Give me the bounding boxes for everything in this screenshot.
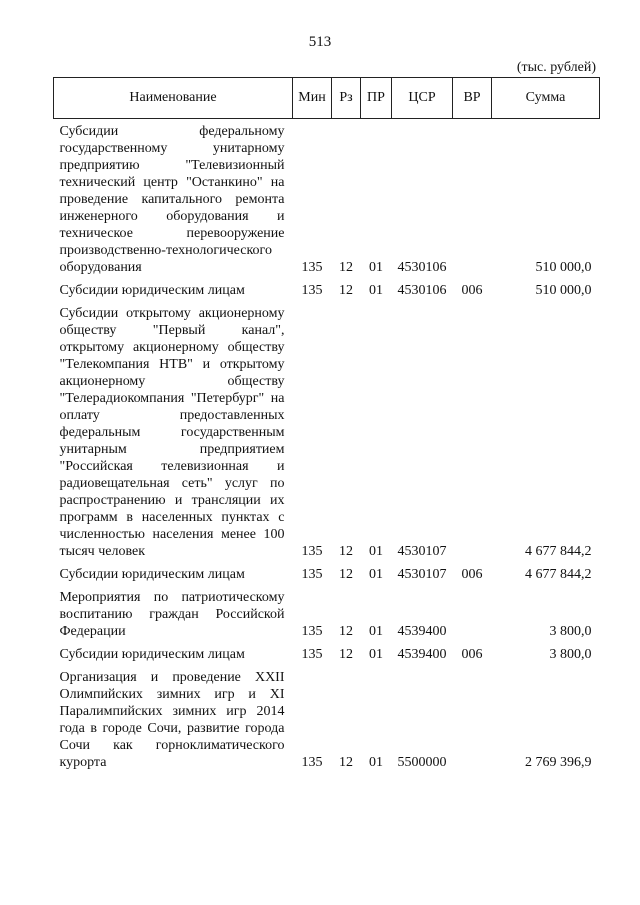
row-pr: 01 <box>369 567 383 582</box>
row-rz: 12 <box>339 647 353 662</box>
row-min: 135 <box>301 567 323 582</box>
row-name: Субсидии федеральному государственному унитарному предприятию "Телевизионный технический центр "Останкино" на проведение капитального ремонта инженерного оборудования и техническое перевооружение производственно-технологического оборудования <box>59 124 285 275</box>
row-sum: 3 800,0 <box>549 624 592 639</box>
budget-table <box>53 77 600 771</box>
row-pr: 01 <box>369 260 383 275</box>
row-min: 135 <box>301 647 323 662</box>
row-pr: 01 <box>369 544 383 559</box>
row-sum: 4 677 844,2 <box>525 567 592 582</box>
row-name: Субсидии открытому акционерному обществу "Первый канал", открытому акционерному обществу "Телекомпания НТВ" и открытому акционерному обществу "Телерадиокомпания "Петербург" на оплату предоставленных федеральным государственным унитарным предприятием "Российская телевизионная и радиовещательная сеть" услуг по распространению и трансляции их программ в населенных пунктах с численностью населения менее 100 тысяч человек <box>59 306 285 559</box>
row-rz: 12 <box>339 755 353 770</box>
row-rz: 12 <box>339 544 353 559</box>
row-name: Субсидии юридическим лицам <box>59 647 245 662</box>
row-name: Субсидии юридическим лицам <box>59 283 245 298</box>
row-vr <box>453 305 492 560</box>
table-row <box>54 669 600 771</box>
row-pr: 01 <box>369 755 383 770</box>
row-pr: 01 <box>369 624 383 639</box>
row-sum: 2 769 396,9 <box>525 755 592 770</box>
row-name: Мероприятия по патриотическому воспитанию граждан Российской Федерации <box>59 590 285 639</box>
row-vr <box>453 119 492 277</box>
header-min: Мин <box>293 78 332 119</box>
row-min: 135 <box>301 755 323 770</box>
row-vr: 006 <box>461 283 483 298</box>
row-min: 135 <box>301 544 323 559</box>
header-sum: Сумма <box>492 78 600 119</box>
header-pr: ПР <box>361 78 392 119</box>
row-min: 135 <box>301 624 323 639</box>
row-min: 135 <box>301 260 323 275</box>
header-vr: ВР <box>453 78 492 119</box>
header-rz: Рз <box>332 78 361 119</box>
table-row <box>54 282 600 299</box>
units-label: (тыс. рублей) <box>516 60 596 75</box>
row-vr: 006 <box>461 567 483 582</box>
row-min: 135 <box>301 283 323 298</box>
table-row <box>54 566 600 583</box>
table-row <box>54 119 600 277</box>
row-csr: 4530106 <box>397 260 447 275</box>
row-rz: 12 <box>339 567 353 582</box>
row-csr: 4530107 <box>397 567 447 582</box>
table-header <box>54 78 600 119</box>
table-row <box>54 646 600 663</box>
row-sum: 510 000,0 <box>535 260 592 275</box>
row-sum: 3 800,0 <box>549 647 592 662</box>
row-csr: 5500000 <box>397 755 447 770</box>
header-csr: ЦСР <box>392 78 453 119</box>
row-csr: 4539400 <box>397 624 447 639</box>
row-pr: 01 <box>369 647 383 662</box>
row-name: Субсидии юридическим лицам <box>59 567 245 582</box>
row-csr: 4530107 <box>397 544 447 559</box>
row-rz: 12 <box>339 283 353 298</box>
row-rz: 12 <box>339 260 353 275</box>
row-sum: 4 677 844,2 <box>525 544 592 559</box>
row-pr: 01 <box>369 283 383 298</box>
row-csr: 4539400 <box>397 647 447 662</box>
page-number: 513 <box>308 34 332 50</box>
row-rz: 12 <box>339 624 353 639</box>
table-row <box>54 305 600 560</box>
row-csr: 4530106 <box>397 283 447 298</box>
table-row <box>54 589 600 640</box>
row-sum: 510 000,0 <box>535 283 592 298</box>
row-vr <box>453 669 492 771</box>
row-name: Организация и проведение XXII Олимпийских зимних игр и XI Паралимпийских зимних игр 2014 года в городе Сочи, развитие города Сочи как горноклиматического курорта <box>59 670 285 770</box>
header-name: Наименование <box>54 78 293 119</box>
row-vr: 006 <box>461 647 483 662</box>
table-body <box>54 119 600 772</box>
row-vr <box>453 589 492 640</box>
